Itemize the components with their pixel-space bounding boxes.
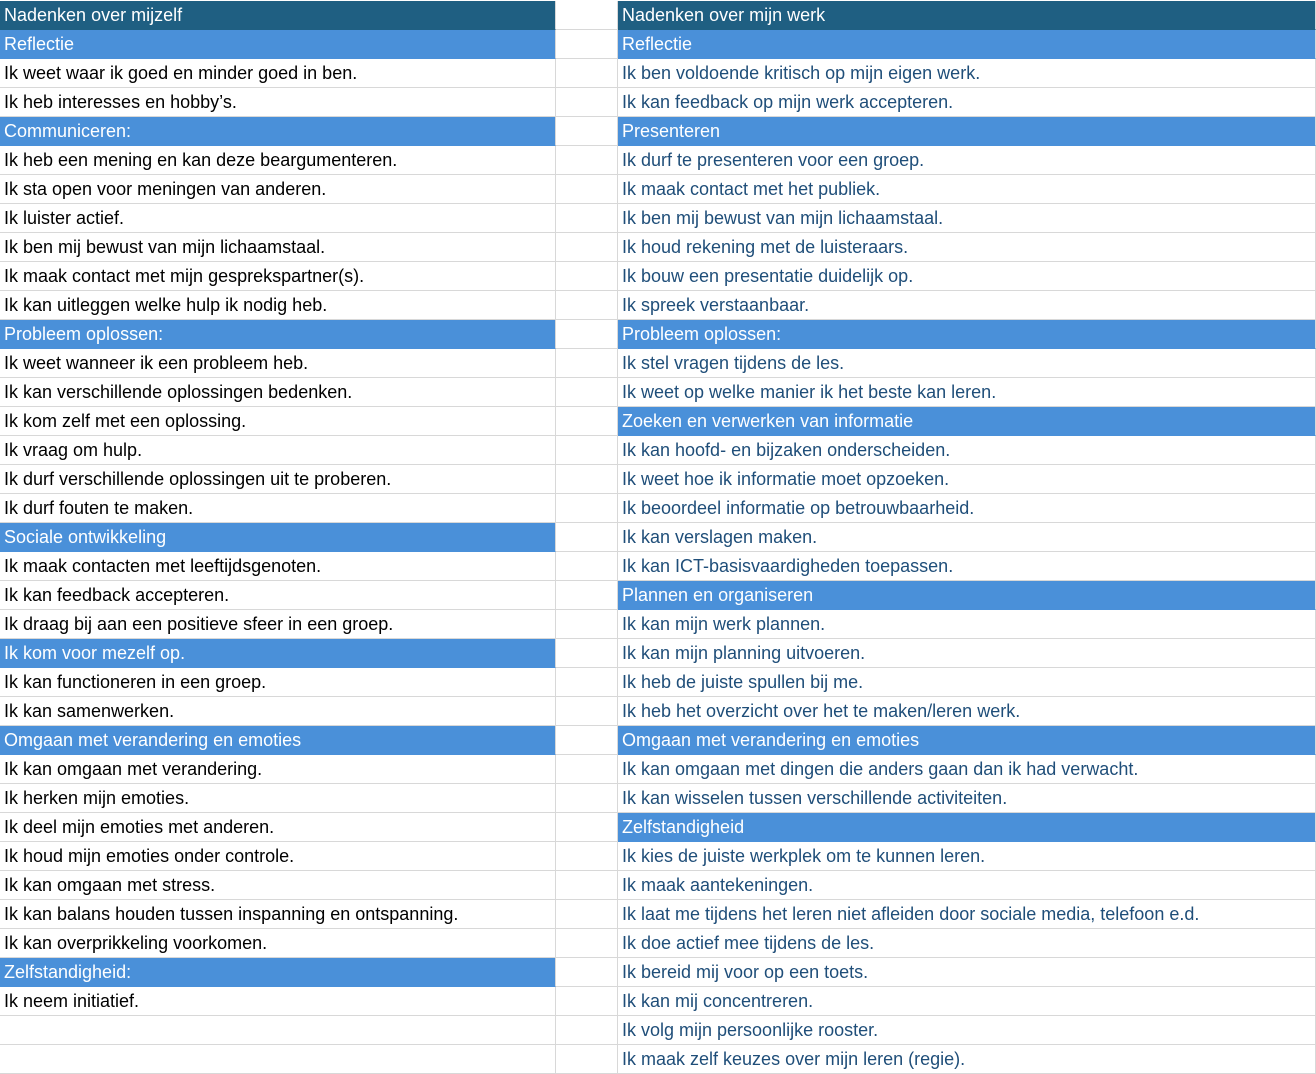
empty-cell[interactable] [556,465,618,494]
list-item[interactable]: Ik kan omgaan met dingen die anders gaan dan ik had verwacht. [618,755,1316,784]
list-item[interactable]: Ik kan wisselen tussen verschillende activiteiten. [618,784,1316,813]
list-item[interactable]: Ik durf verschillende oplossingen uit te proberen. [0,465,556,494]
empty-cell[interactable] [556,784,618,813]
empty-cell[interactable] [556,697,618,726]
list-item[interactable]: Ik kan functioneren in een groep. [0,668,556,697]
list-item[interactable]: Ik weet wanneer ik een probleem heb. [0,349,556,378]
list-item[interactable]: Ik vraag om hulp. [0,436,556,465]
empty-cell[interactable] [556,407,618,436]
section-header[interactable]: Sociale ontwikkeling [0,523,556,552]
empty-cell[interactable] [556,117,618,146]
list-item[interactable]: Ik kan mijn werk plannen. [618,610,1316,639]
empty-cell[interactable] [556,59,618,88]
list-item[interactable]: Ik kan balans houden tussen inspanning en ontspanning. [0,900,556,929]
section-header[interactable]: Zelfstandigheid [618,813,1316,842]
list-item[interactable]: Ik kies de juiste werkplek om te kunnen leren. [618,842,1316,871]
list-item[interactable]: Ik ben mij bewust van mijn lichaamstaal. [0,233,556,262]
empty-cell[interactable] [556,929,618,958]
section-header[interactable]: Zelfstandigheid: [0,958,556,987]
empty-cell[interactable] [556,262,618,291]
list-item[interactable]: Ik laat me tijdens het leren niet afleiden door sociale media, telefoon e.d. [618,900,1316,929]
empty-cell[interactable] [0,1016,556,1045]
list-item[interactable]: Ik houd rekening met de luisteraars. [618,233,1316,262]
section-header[interactable]: Plannen en organiseren [618,581,1316,610]
list-item[interactable]: Ik neem initiatief. [0,987,556,1016]
section-header[interactable]: Presenteren [618,117,1316,146]
empty-cell[interactable] [556,668,618,697]
list-item[interactable]: Ik herken mijn emoties. [0,784,556,813]
empty-cell[interactable] [556,291,618,320]
list-item[interactable]: Ik beoordeel informatie op betrouwbaarheid. [618,494,1316,523]
list-item[interactable]: Ik kan feedback op mijn werk accepteren. [618,88,1316,117]
empty-cell[interactable] [556,1016,618,1045]
section-header[interactable]: Omgaan met verandering en emoties [0,726,556,755]
right-title[interactable]: Nadenken over mijn werk [618,1,1316,30]
left-column [0,1,556,1074]
section-header[interactable]: Ik kom voor mezelf op. [0,639,556,668]
empty-cell[interactable] [556,552,618,581]
empty-cell[interactable] [556,842,618,871]
empty-cell[interactable] [556,349,618,378]
list-item[interactable]: Ik heb interesses en hobby’s. [0,88,556,117]
empty-cell[interactable] [556,88,618,117]
list-item[interactable]: Ik heb het overzicht over het te maken/leren werk. [618,697,1316,726]
empty-cell[interactable] [556,175,618,204]
right-column [618,1,1316,1074]
list-item[interactable]: Ik stel vragen tijdens de les. [618,349,1316,378]
spacer-column [556,1,618,1074]
list-item[interactable]: Ik kan omgaan met verandering. [0,755,556,784]
empty-cell[interactable] [556,523,618,552]
list-item[interactable]: Ik kan uitleggen welke hulp ik nodig heb. [0,291,556,320]
list-item[interactable]: Ik durf te presenteren voor een groep. [618,146,1316,175]
section-header[interactable]: Reflectie [618,30,1316,59]
empty-cell[interactable] [556,755,618,784]
list-item[interactable]: Ik weet waar ik goed en minder goed in ben. [0,59,556,88]
empty-cell[interactable] [556,30,618,59]
list-item[interactable]: Ik durf fouten te maken. [0,494,556,523]
list-item[interactable]: Ik kan samenwerken. [0,697,556,726]
section-header[interactable]: Omgaan met verandering en emoties [618,726,1316,755]
list-item[interactable]: Ik bouw een presentatie duidelijk op. [618,262,1316,291]
list-item[interactable]: Ik luister actief. [0,204,556,233]
empty-cell[interactable] [556,146,618,175]
list-item[interactable]: Ik bereid mij voor op een toets. [618,958,1316,987]
empty-cell[interactable] [556,204,618,233]
list-item[interactable]: Ik kan omgaan met stress. [0,871,556,900]
list-item[interactable]: Ik maak contact met mijn gesprekspartner(s). [0,262,556,291]
list-item[interactable]: Ik deel mijn emoties met anderen. [0,813,556,842]
empty-cell[interactable] [556,987,618,1016]
list-item[interactable]: Ik maak zelf keuzes over mijn leren (regie). [618,1045,1316,1074]
list-item[interactable]: Ik kan overprikkeling voorkomen. [0,929,556,958]
list-item[interactable]: Ik kan mijn planning uitvoeren. [618,639,1316,668]
section-header[interactable]: Probleem oplossen: [0,320,556,349]
empty-cell[interactable] [556,1,618,30]
list-item[interactable]: Ik maak aantekeningen. [618,871,1316,900]
empty-cell[interactable] [556,871,618,900]
list-item[interactable]: Ik weet hoe ik informatie moet opzoeken. [618,465,1316,494]
empty-cell[interactable] [556,813,618,842]
list-item[interactable]: Ik heb de juiste spullen bij me. [618,668,1316,697]
list-item[interactable]: Ik kom zelf met een oplossing. [0,407,556,436]
empty-cell[interactable] [556,581,618,610]
list-item[interactable]: Ik kan verschillende oplossingen bedenken. [0,378,556,407]
empty-cell[interactable] [556,726,618,755]
list-item[interactable]: Ik heb een mening en kan deze beargumenteren. [0,146,556,175]
list-item[interactable]: Ik volg mijn persoonlijke rooster. [618,1016,1316,1045]
list-item[interactable]: Ik kan feedback accepteren. [0,581,556,610]
list-item[interactable]: Ik kan ICT-basisvaardigheden toepassen. [618,552,1316,581]
empty-cell[interactable] [556,233,618,262]
empty-cell[interactable] [556,320,618,349]
list-item[interactable]: Ik kan mij concentreren. [618,987,1316,1016]
list-item[interactable]: Ik weet op welke manier ik het beste kan leren. [618,378,1316,407]
empty-cell[interactable] [0,1045,556,1074]
left-title[interactable]: Nadenken over mijzelf [0,1,556,30]
empty-cell[interactable] [556,1045,618,1074]
section-header[interactable]: Reflectie [0,30,556,59]
section-header[interactable]: Communiceren: [0,117,556,146]
empty-cell[interactable] [556,639,618,668]
list-item[interactable]: Ik spreek verstaanbaar. [618,291,1316,320]
section-header[interactable]: Probleem oplossen: [618,320,1316,349]
empty-cell[interactable] [556,958,618,987]
list-item[interactable]: Ik draag bij aan een positieve sfeer in een groep. [0,610,556,639]
list-item[interactable]: Ik kan verslagen maken. [618,523,1316,552]
list-item[interactable]: Ik maak contacten met leeftijdsgenoten. [0,552,556,581]
empty-cell[interactable] [556,494,618,523]
empty-cell[interactable] [556,610,618,639]
list-item[interactable]: Ik ben mij bewust van mijn lichaamstaal. [618,204,1316,233]
list-item[interactable]: Ik maak contact met het publiek. [618,175,1316,204]
list-item[interactable]: Ik kan hoofd- en bijzaken onderscheiden. [618,436,1316,465]
list-item[interactable]: Ik sta open voor meningen van anderen. [0,175,556,204]
list-item[interactable]: Ik ben voldoende kritisch op mijn eigen werk. [618,59,1316,88]
empty-cell[interactable] [556,436,618,465]
list-item[interactable]: Ik houd mijn emoties onder controle. [0,842,556,871]
empty-cell[interactable] [556,378,618,407]
section-header[interactable]: Zoeken en verwerken van informatie [618,407,1316,436]
list-item[interactable]: Ik doe actief mee tijdens de les. [618,929,1316,958]
empty-cell[interactable] [556,900,618,929]
